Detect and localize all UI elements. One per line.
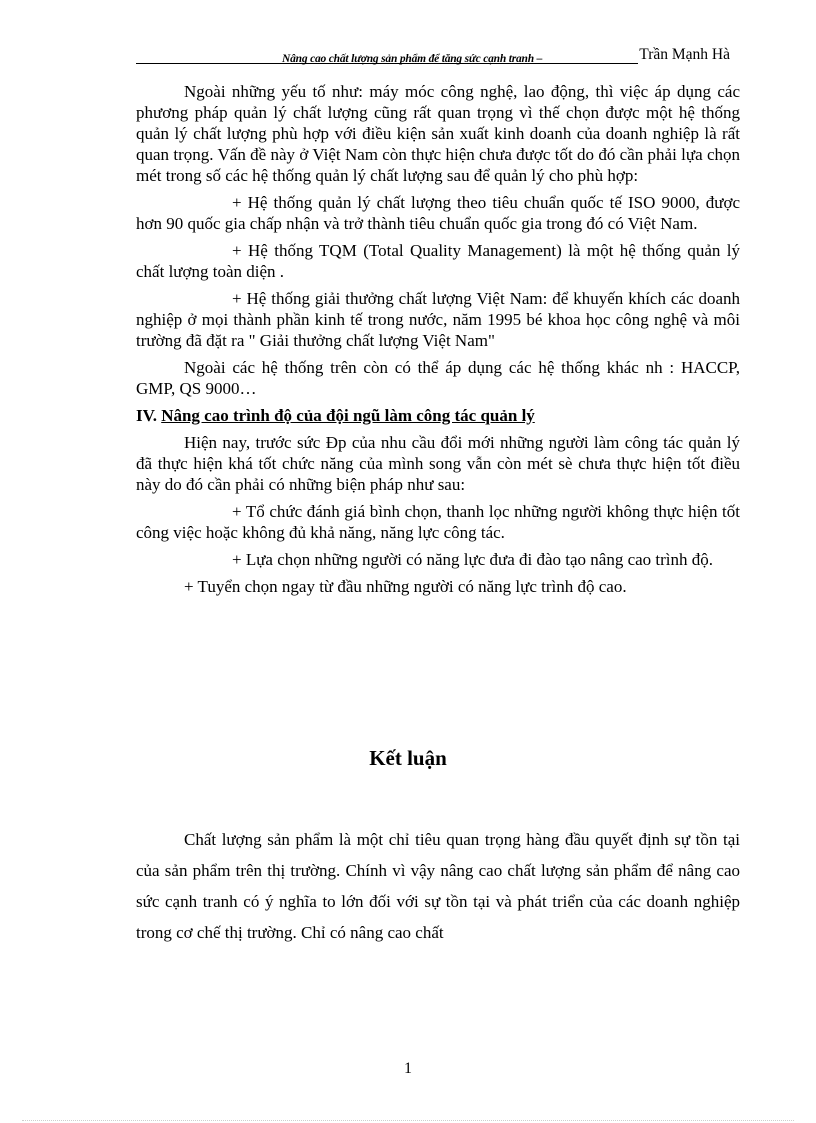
- bullet-quality-award: + Hệ thống giải thưởng chất lượng Việt Nam: để khuyến khích các doanh nghiệp ở mọi thành phần kinh tế trong nước, năm 1995 bé khoa học công nghệ và môi trường đã đặt ra " Giải thưởng chất lượng Việt Nam": [136, 289, 740, 350]
- conclusion-text: Chất lượng sản phẩm là một chỉ tiêu quan trọng hàng đầu quyết định sự tồn tại của sản phẩm trên thị trường. Chính vì vậy nâng cao chất lượng sản phẩm để nâng cao sức cạnh tranh có ý nghĩa to lớn đối với sự tồn tại và phát triển của các doanh nghiệp trong cơ chế thị trường. Chỉ có nâng cao chất: [136, 830, 740, 942]
- section-heading: [136, 405, 740, 426]
- paragraph-other-systems: Ngoài các hệ thống trên còn có thể áp dụng các hệ thống khác nh : HACCP, GMP, QS 9000…: [136, 358, 740, 398]
- bullet-iso9000: + Hệ thống quản lý chất lượng theo tiêu chuẩn quốc tế ISO 9000, được hơn 90 quốc gia chấp nhận và trở thành tiêu chuẩn quốc gia trong đó có Việt Nam.: [136, 193, 740, 233]
- paragraph-intro: Ngoài những yếu tố như: máy móc công nghệ, lao động, thì việc áp dụng các phương pháp quản lý chất lượng cũng rất quan trọng vì thế chọn được một hệ thống quản lý chất lượng phù hợp với điều kiện sản xuất kinh doanh của doanh nghiệp là rất quan trọng. Vấn đề này ở Việt Nam còn thực hiện chưa được tốt do đó cần phải lựa chọn mét trong số các hệ thống quản lý chất lượng sau để quản lý cho phù hợp:: [136, 82, 740, 185]
- header-title: Nâng cao chất lượng sản phẩm để tăng sức cạnh tranh –: [282, 53, 543, 65]
- header-author: Trần Mạnh Hà: [639, 46, 730, 63]
- page-number: 1: [404, 1060, 412, 1077]
- paragraph-management: Hiện nay, trước sức Đp của nhu cầu đổi mới những người làm công tác quản lý đã thực hiện khá tốt chức năng của mình song vẫn còn mét sè chưa thực hiện tốt điều này do đó cần phải có những biện pháp như sau:: [136, 433, 740, 494]
- running-header: [136, 48, 740, 68]
- section-title: Nâng cao trình độ của đội ngũ làm công tác quản lý: [161, 406, 535, 425]
- page-bottom-rule: [22, 1120, 794, 1121]
- bullet-tqm: + Hệ thống TQM (Total Quality Management) là một hệ thống quản lý chất lượng toàn diện .: [136, 241, 740, 281]
- bullet-recruitment: + Tuyển chọn ngay từ đầu những người có năng lực trình độ cao.: [184, 577, 627, 596]
- section-number: IV.: [136, 406, 157, 425]
- bullet-evaluation: + Tổ chức đánh giá bình chọn, thanh lọc những người không thực hiện tốt công việc hoặc không đủ khả năng, năng lực công tác.: [136, 502, 740, 542]
- bullet-training: + Lựa chọn những người có năng lực đưa đi đào tạo nâng cao trình độ.: [232, 550, 714, 569]
- main-content: [136, 81, 740, 603]
- conclusion-title: Kết luận: [369, 746, 447, 770]
